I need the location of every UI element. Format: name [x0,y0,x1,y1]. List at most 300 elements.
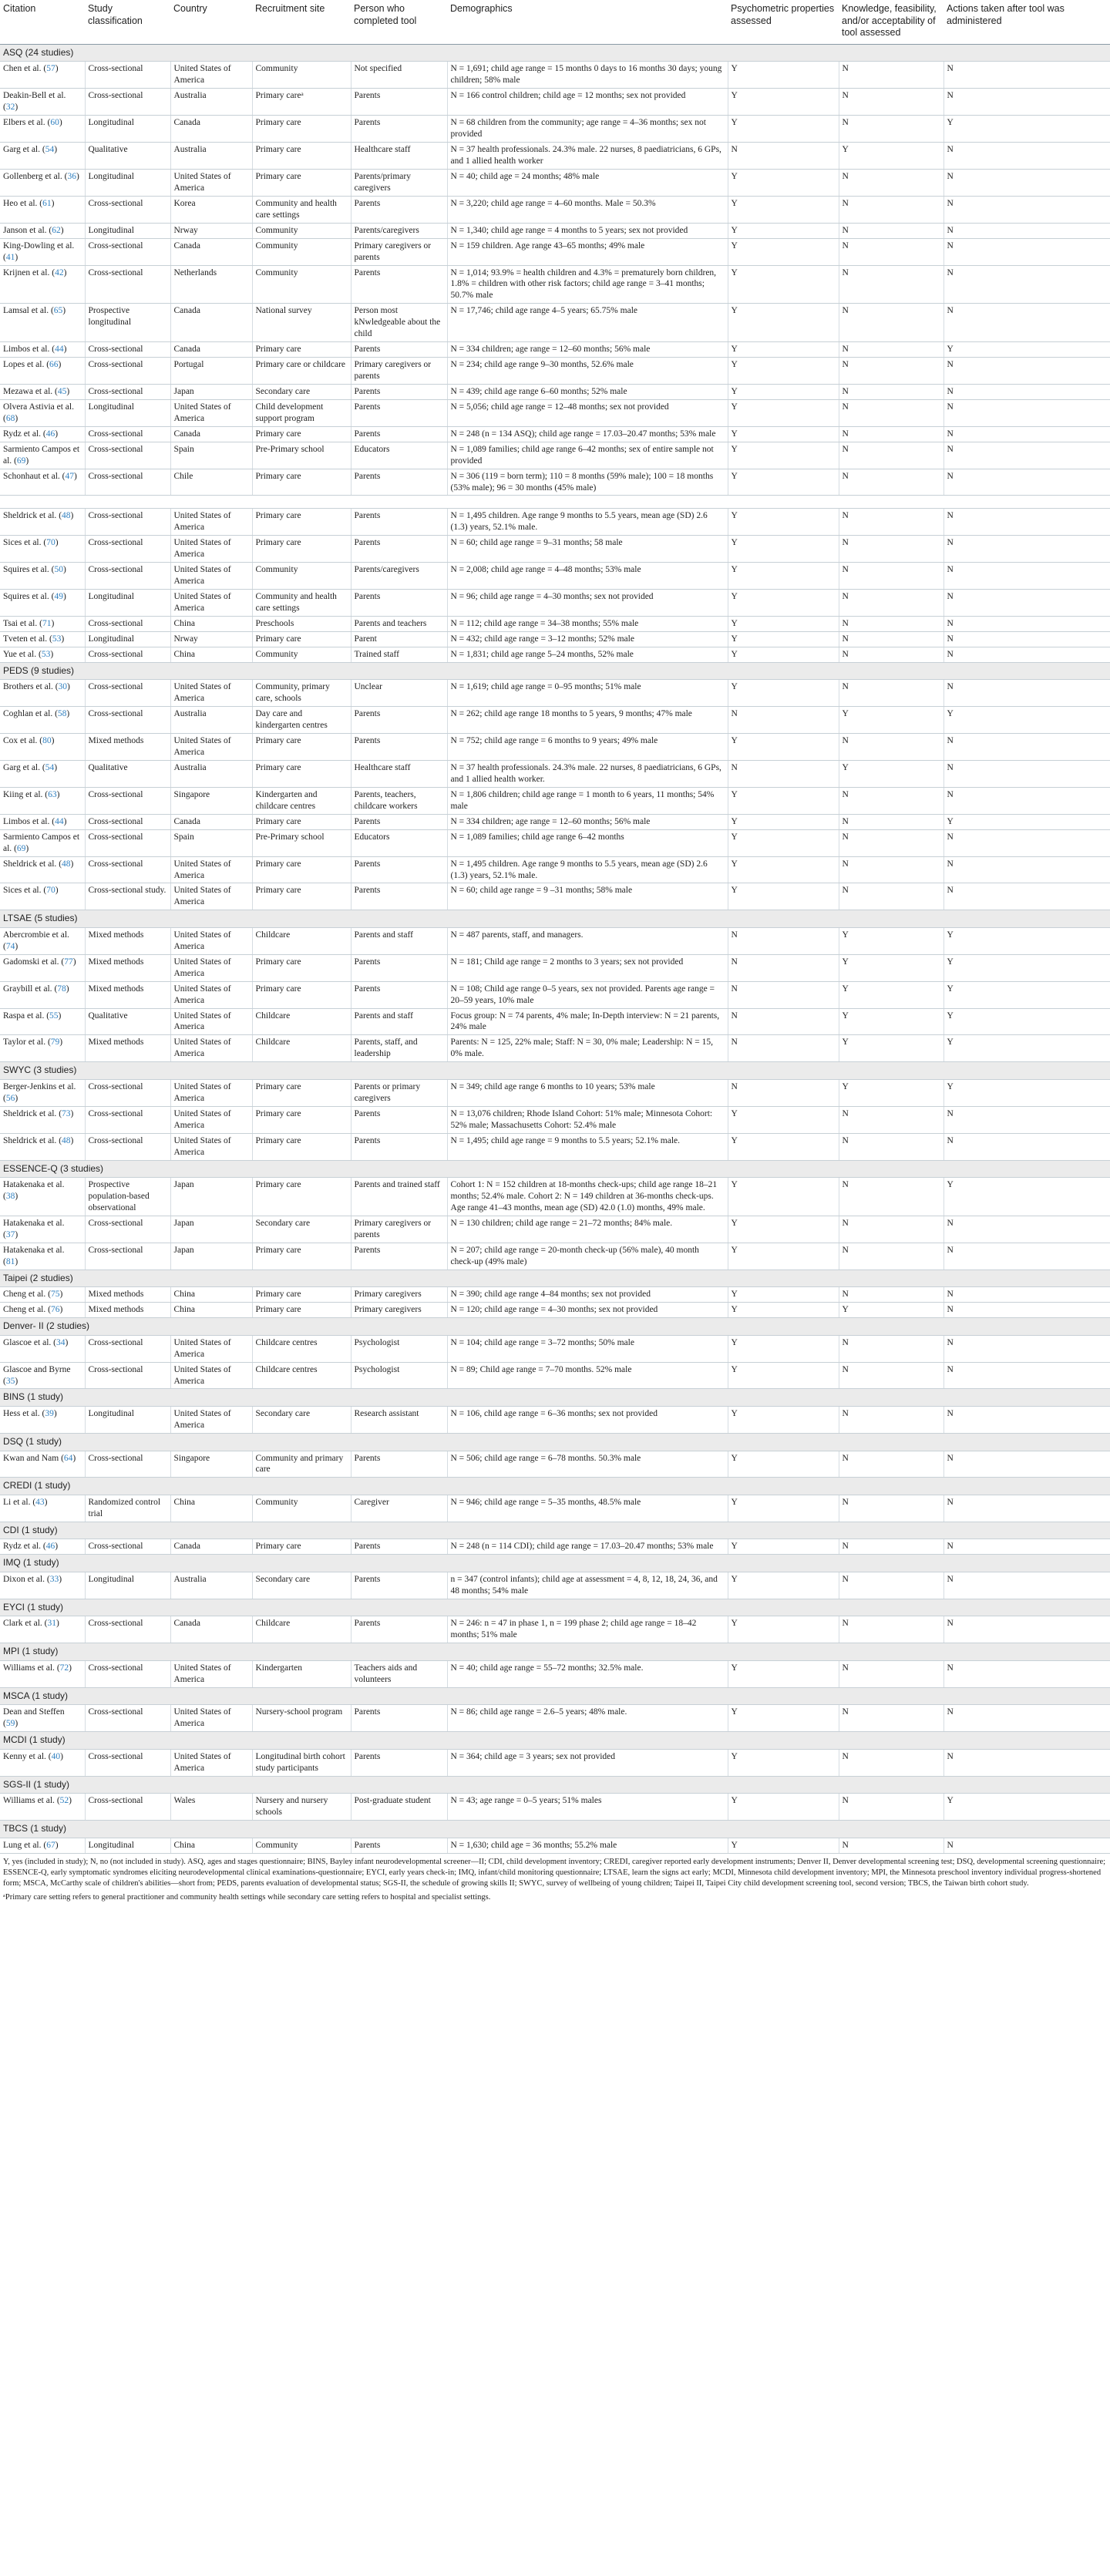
cell-person: Parents, teachers, childcare workers [351,787,447,814]
cell-knowledge: N [839,265,944,304]
cell-demographics: N = 1,089 families; child age range 6–42 months; sex of entire sample not provided [447,442,728,469]
col-header-study-classification: Study classification [85,0,170,44]
cell-person: Psychologist [351,1335,447,1362]
reference-link[interactable]: 72 [59,1663,69,1673]
table-row [0,1008,1110,1035]
reference-link[interactable]: 53 [52,634,62,644]
cell-citation: Sices et al. (70) [0,883,85,910]
cell-actions: N [944,1572,1110,1599]
cell-person: Parents and staff [351,927,447,954]
cell-knowledge: N [839,509,944,536]
section-title: EYCI (1 study) [0,1599,1110,1616]
cell-demographics: N = 506; child age range = 6–78 months. 50.3% male [447,1451,728,1478]
section-header-row [0,1433,1110,1451]
section-header-row [0,1555,1110,1572]
reference-link[interactable]: 46 [45,429,56,439]
table-row [0,631,1110,647]
cell-knowledge: Y [839,1303,944,1318]
table-row [0,787,1110,814]
table-row [0,734,1110,761]
cell-knowledge: N [839,62,944,89]
cell-person: Parents [351,1749,447,1776]
cell-country: China [170,616,252,631]
reference-link[interactable]: 49 [54,592,63,602]
cell-actions: N [944,89,1110,116]
cell-knowledge: Y [839,707,944,734]
cell-citation: Gadomski et al. (77) [0,954,85,981]
citation-author: Glascoe et al. [3,1337,52,1347]
reference-link[interactable]: 75 [50,1290,60,1300]
reference-link[interactable]: 78 [57,984,66,994]
reference-link[interactable]: 35 [5,1376,15,1386]
cell-citation: Tsai et al. (71) [0,616,85,631]
section-title: SWYC (3 studies) [0,1062,1110,1080]
cell-country: United States of America [170,856,252,883]
section-header-row [0,1821,1110,1838]
cell-psychometric: Y [728,1335,839,1362]
reference-link[interactable]: 40 [51,1751,61,1761]
cell-person: Parents [351,856,447,883]
cell-demographics: N = 40; child age = 24 months; 48% male [447,169,728,196]
cell-study-classification: Cross-sectional [85,1794,170,1821]
cell-citation: Lopes et al. (66) [0,358,85,385]
reference-link[interactable]: 42 [55,267,64,277]
cell-recruitment-site: Primary care [252,469,351,496]
cell-study-classification: Cross-sectional [85,1243,170,1270]
cell-knowledge: Y [839,143,944,170]
cell-actions: Y [944,1035,1110,1062]
reference-link[interactable]: 54 [45,145,55,155]
cell-knowledge: N [839,814,944,829]
reference-link[interactable]: 60 [50,118,59,128]
cell-study-classification: Cross-sectional [85,196,170,223]
cell-person: Primary caregivers [351,1287,447,1303]
reference-link[interactable]: 47 [65,471,74,481]
cell-country: Japan [170,1216,252,1243]
cell-actions: N [944,358,1110,385]
cell-recruitment-site: National survey [252,304,351,342]
cell-recruitment-site: Primary care [252,169,351,196]
cell-country: United States of America [170,1035,252,1062]
reference-link[interactable]: 30 [58,682,68,692]
cell-demographics: N = 68 children from the community; age range = 4–36 months; sex not provided [447,116,728,143]
table-row [0,238,1110,265]
cell-knowledge: N [839,1616,944,1643]
cell-demographics: N = 43; age range = 0–5 years; 51% males [447,1794,728,1821]
cell-demographics: N = 159 children. Age range 43–65 months; 49% male [447,238,728,265]
section-header-row [0,1522,1110,1539]
cell-person: Parents [351,1451,447,1478]
cell-actions: N [944,1335,1110,1362]
cell-demographics: N = 1,089 families; child age range 6–42 months [447,829,728,856]
table-row [0,1749,1110,1776]
cell-country: Canada [170,342,252,358]
reference-link[interactable]: 66 [49,360,59,370]
cell-recruitment-site: Community [252,265,351,304]
cell-actions: N [944,1539,1110,1555]
section-header-row [0,1643,1110,1661]
cell-demographics: Parents: N = 125, 22% male; Staff: N = 30, 0% male; Leadership: N = 15, 0% male. [447,1035,728,1062]
reference-link[interactable]: 55 [49,1011,59,1021]
cell-country: Canada [170,116,252,143]
cell-psychometric: N [728,1008,839,1035]
citation-author: King-Dowling et al. [3,240,75,251]
cell-knowledge: N [839,89,944,116]
table-row [0,829,1110,856]
table-row [0,1660,1110,1687]
cell-recruitment-site: Primary care [252,1243,351,1270]
reference-link[interactable]: 39 [45,1409,54,1419]
cell-country: United States of America [170,1749,252,1776]
page-break-gap [0,496,1110,509]
reference-link[interactable]: 70 [46,538,56,548]
cell-study-classification: Cross-sectional [85,442,170,469]
cell-recruitment-site: Community [252,62,351,89]
table-row [0,426,1110,442]
cell-actions: N [944,883,1110,910]
reference-link[interactable]: 73 [62,1108,71,1118]
cell-actions: N [944,1451,1110,1478]
reference-link[interactable]: 54 [45,763,55,772]
cell-psychometric: Y [728,1451,839,1478]
cell-actions: N [944,304,1110,342]
cell-study-classification: Cross-sectional [85,1616,170,1643]
cell-citation: Glascoe et al. (34) [0,1335,85,1362]
reference-link[interactable]: 65 [53,306,63,316]
reference-link[interactable]: 44 [55,816,64,826]
cell-demographics: N = 166 control children; child age = 12 months; sex not provided [447,89,728,116]
citation-author: Hess et al. [3,1409,40,1419]
cell-knowledge: N [839,1335,944,1362]
cell-country: United States of America [170,927,252,954]
cell-citation: Kenny et al. (40) [0,1749,85,1776]
table-row [0,469,1110,496]
cell-country: United States of America [170,981,252,1008]
cell-recruitment-site: Childcare [252,1035,351,1062]
cell-study-classification: Longitudinal [85,631,170,647]
reference-link[interactable]: 52 [59,1796,69,1806]
cell-citation: Sheldrick et al. (73) [0,1106,85,1133]
reference-link[interactable]: 69 [16,843,26,853]
reference-link[interactable]: 41 [5,252,15,262]
cell-study-classification: Cross-sectional [85,563,170,590]
cell-citation: Clark et al. (31) [0,1616,85,1643]
citation-author: Coghlan et al. [3,709,53,719]
cell-country: United States of America [170,1106,252,1133]
cell-recruitment-site: Community [252,563,351,590]
cell-country: United States of America [170,1079,252,1106]
cell-psychometric: Y [728,116,839,143]
cell-knowledge: N [839,196,944,223]
cell-actions: N [944,509,1110,536]
reference-link[interactable]: 31 [47,1619,56,1629]
citation-author: Hatakenaka et al. [3,1180,65,1190]
cell-knowledge: N [839,616,944,631]
cell-actions: N [944,1660,1110,1687]
cell-citation: Sheldrick et al. (48) [0,509,85,536]
cell-demographics: n = 347 (control infants); child age at assessment = 4, 8, 12, 18, 24, 36, and 48 months; 54% male [447,1572,728,1599]
cell-knowledge: N [839,442,944,469]
cell-person: Not specified [351,62,447,89]
table-body [0,44,1110,1853]
col-header-country: Country [170,0,252,44]
cell-demographics: N = 262; child age range 18 months to 5 years, 9 months; 47% male [447,707,728,734]
cell-recruitment-site: Pre-Primary school [252,829,351,856]
cell-country: Spain [170,829,252,856]
reference-link[interactable]: 50 [54,565,63,575]
cell-citation: Elbers et al. (60) [0,116,85,143]
reference-link[interactable]: 37 [5,1229,15,1239]
cell-person: Primary caregivers or parents [351,358,447,385]
cell-psychometric: Y [728,509,839,536]
cell-study-classification: Cross-sectional [85,707,170,734]
table-row [0,883,1110,910]
reference-link[interactable]: 33 [49,1575,59,1584]
cell-country: Canada [170,238,252,265]
cell-knowledge: Y [839,981,944,1008]
reference-link[interactable]: 79 [50,1037,60,1048]
citation-author: Raspa et al. [3,1011,45,1021]
reference-link[interactable]: 77 [64,957,73,967]
reference-link[interactable]: 48 [62,859,71,869]
cell-actions: N [944,631,1110,647]
cell-demographics: N = 439; child age range 6–60 months; 52% male [447,384,728,399]
cell-country: United States of America [170,509,252,536]
cell-study-classification: Prospective longitudinal [85,304,170,342]
cell-demographics: N = 2,008; child age range = 4–48 months; 53% male [447,563,728,590]
reference-link[interactable]: 81 [5,1256,15,1266]
table-row [0,143,1110,170]
cell-psychometric: Y [728,1216,839,1243]
cell-actions: N [944,616,1110,631]
cell-country: China [170,1287,252,1303]
cell-knowledge: N [839,426,944,442]
cell-citation: Sices et al. (70) [0,536,85,563]
reference-link[interactable]: 76 [50,1305,60,1315]
cell-recruitment-site: Primary care [252,116,351,143]
reference-link[interactable]: 32 [5,103,15,113]
cell-knowledge: N [839,1660,944,1687]
table-row [0,1572,1110,1599]
table-row [0,1539,1110,1555]
cell-citation: Janson et al. (62) [0,223,85,238]
cell-person: Parents [351,265,447,304]
cell-demographics: N = 946; child age range = 5–35 months, 48.5% male [447,1495,728,1522]
cell-recruitment-site: Secondary care [252,1216,351,1243]
citation-author: Dean and Steffen [3,1707,65,1717]
citation-author: Dixon et al. [3,1575,45,1584]
cell-citation: Olvera Astivia et al. (68) [0,399,85,426]
citation-author: Sices et al. [3,886,42,896]
cell-demographics: N = 120; child age range = 4–30 months; sex not provided [447,1303,728,1318]
reference-link[interactable]: 46 [45,1542,56,1552]
reference-link[interactable]: 34 [56,1337,66,1347]
cell-person: Parents [351,1243,447,1270]
cell-knowledge: N [839,469,944,496]
reference-link[interactable]: 70 [46,886,56,896]
reference-link[interactable]: 62 [52,225,61,235]
section-header-row [0,1478,1110,1495]
cell-psychometric: N [728,954,839,981]
cell-knowledge: N [839,238,944,265]
reference-link[interactable]: 38 [5,1192,15,1202]
citation-author: Abercrombie et al. [3,930,69,940]
reference-link[interactable]: 48 [62,511,71,521]
reference-link[interactable]: 48 [62,1135,71,1145]
reference-link[interactable]: 45 [57,386,67,396]
reference-link[interactable]: 36 [67,171,76,181]
cell-citation: Garg et al. (54) [0,761,85,788]
cell-psychometric: Y [728,1303,839,1318]
reference-link[interactable]: 56 [5,1093,15,1103]
cell-study-classification: Cross-sectional [85,1216,170,1243]
reference-link[interactable]: 59 [5,1719,15,1729]
cell-country: Korea [170,196,252,223]
cell-person: Teachers aids and volunteers [351,1660,447,1687]
cell-country: United States of America [170,169,252,196]
cell-country: China [170,1495,252,1522]
cell-actions: N [944,647,1110,662]
section-title: Denver- II (2 studies) [0,1318,1110,1336]
cell-citation: Taylor et al. (79) [0,1035,85,1062]
cell-psychometric: N [728,143,839,170]
citation-author: Taylor et al. [3,1037,46,1048]
cell-citation: Kiing et al. (63) [0,787,85,814]
table-row [0,265,1110,304]
cell-demographics: N = 1,831; child age range 5–24 months, 52% male [447,647,728,662]
cell-psychometric: Y [728,196,839,223]
cell-psychometric: Y [728,631,839,647]
cell-psychometric: Y [728,647,839,662]
reference-link[interactable]: 61 [42,198,52,208]
table-row [0,1451,1110,1478]
reference-link[interactable]: 71 [42,618,52,628]
cell-study-classification: Cross-sectional [85,616,170,631]
citation-author: Garg et al. [3,145,41,155]
table-row [0,442,1110,469]
citation-author: Cheng et al. [3,1305,46,1315]
cell-citation: Graybill et al. (78) [0,981,85,1008]
cell-actions: N [944,1495,1110,1522]
cell-citation: Sarmiento Campos et al. (69) [0,442,85,469]
cell-actions: Y [944,814,1110,829]
cell-recruitment-site: Secondary care [252,384,351,399]
cell-citation: Hatakenaka et al. (81) [0,1243,85,1270]
cell-actions: N [944,680,1110,707]
cell-study-classification: Cross-sectional [85,1749,170,1776]
cell-psychometric: Y [728,1705,839,1732]
cell-citation: Dean and Steffen (59) [0,1705,85,1732]
cell-knowledge: Y [839,1008,944,1035]
reference-link[interactable]: 53 [41,649,51,659]
cell-demographics: N = 86; child age range = 2.6–5 years; 48% male. [447,1705,728,1732]
cell-demographics: N = 37 health professionals. 24.3% male. 22 nurses, 8 paediatricians, 6 GPs, and 1 allied health worker [447,143,728,170]
reference-link[interactable]: 57 [46,64,56,74]
cell-person: Parents [351,734,447,761]
cell-citation: Squires et al. (49) [0,590,85,617]
table-row [0,304,1110,342]
cell-knowledge: N [839,116,944,143]
cell-demographics: N = 349; child age range 6 months to 10 years; 53% male [447,1079,728,1106]
reference-link[interactable]: 74 [5,941,15,951]
col-header-person: Person who completed tool [351,0,447,44]
cell-person: Parents [351,1616,447,1643]
cell-recruitment-site: Childcare centres [252,1362,351,1389]
reference-link[interactable]: 44 [55,345,64,355]
cell-study-classification: Mixed methods [85,1035,170,1062]
cell-knowledge: N [839,1243,944,1270]
cell-study-classification: Cross-sectional [85,1362,170,1389]
cell-demographics: N = 334 children; age range = 12–60 months; 56% male [447,814,728,829]
cell-person: Parents [351,1133,447,1160]
cell-citation: Li et al. (43) [0,1495,85,1522]
cell-country: United States of America [170,954,252,981]
cell-psychometric: Y [728,856,839,883]
cell-citation: Rydz et al. (46) [0,1539,85,1555]
cell-actions: Y [944,1079,1110,1106]
table-row [0,536,1110,563]
cell-recruitment-site: Primary care [252,954,351,981]
cell-recruitment-site: Community, primary care, schools [252,680,351,707]
citation-author: Hatakenaka et al. [3,1218,65,1228]
cell-study-classification: Cross-sectional [85,536,170,563]
cell-knowledge: N [839,1287,944,1303]
cell-country: United States of America [170,883,252,910]
citation-author: Limbos et al. [3,345,50,355]
reference-link[interactable]: 58 [57,709,67,719]
reference-link[interactable]: 67 [46,1840,56,1850]
cell-country: United States of America [170,1705,252,1732]
cell-person: Parents [351,1572,447,1599]
cell-recruitment-site: Preschools [252,616,351,631]
reference-link[interactable]: 64 [63,1453,73,1463]
table-row [0,384,1110,399]
cell-recruitment-site: Nursery-school program [252,1705,351,1732]
reference-link[interactable]: 80 [42,736,52,746]
cell-actions: Y [944,1008,1110,1035]
cell-recruitment-site: Community [252,223,351,238]
cell-study-classification: Cross-sectional [85,1705,170,1732]
table-row [0,399,1110,426]
cell-citation: Heo et al. (61) [0,196,85,223]
cell-demographics: Cohort 1: N = 152 children at 18-months check-ups; child age range 18–21 months; 52.4% male. Cohort 2: N = 149 children at 36-months check-ups. Age range 41–43 months, mean age (SD) 42.0 (1.0) months, 49% male. [447,1178,728,1216]
citation-author: Yue et al. [3,649,37,659]
cell-recruitment-site: Primary careᵃ [252,89,351,116]
reference-link[interactable]: 68 [5,413,15,423]
citation-author: Kwan and Nam [3,1453,59,1463]
cell-knowledge: N [839,1362,944,1389]
cell-person: Psychologist [351,1362,447,1389]
cell-study-classification: Longitudinal [85,169,170,196]
reference-link[interactable]: 63 [48,789,57,799]
section-header-row [0,1599,1110,1616]
cell-country: United States of America [170,1133,252,1160]
cell-knowledge: N [839,223,944,238]
cell-study-classification: Cross-sectional [85,814,170,829]
cell-country: United States of America [170,680,252,707]
cell-citation: Limbos et al. (44) [0,342,85,358]
cell-demographics: N = 207; child age range = 20-month check-up (56% male), 40 month check-up (49% male) [447,1243,728,1270]
cell-actions: Y [944,954,1110,981]
cell-person: Parents [351,883,447,910]
cell-study-classification: Cross-sectional [85,426,170,442]
cell-recruitment-site: Community and health care settings [252,196,351,223]
reference-link[interactable]: 43 [35,1498,45,1507]
reference-link[interactable]: 69 [16,456,26,466]
cell-study-classification: Cross-sectional [85,342,170,358]
cell-country: Japan [170,384,252,399]
table-row [0,1035,1110,1062]
